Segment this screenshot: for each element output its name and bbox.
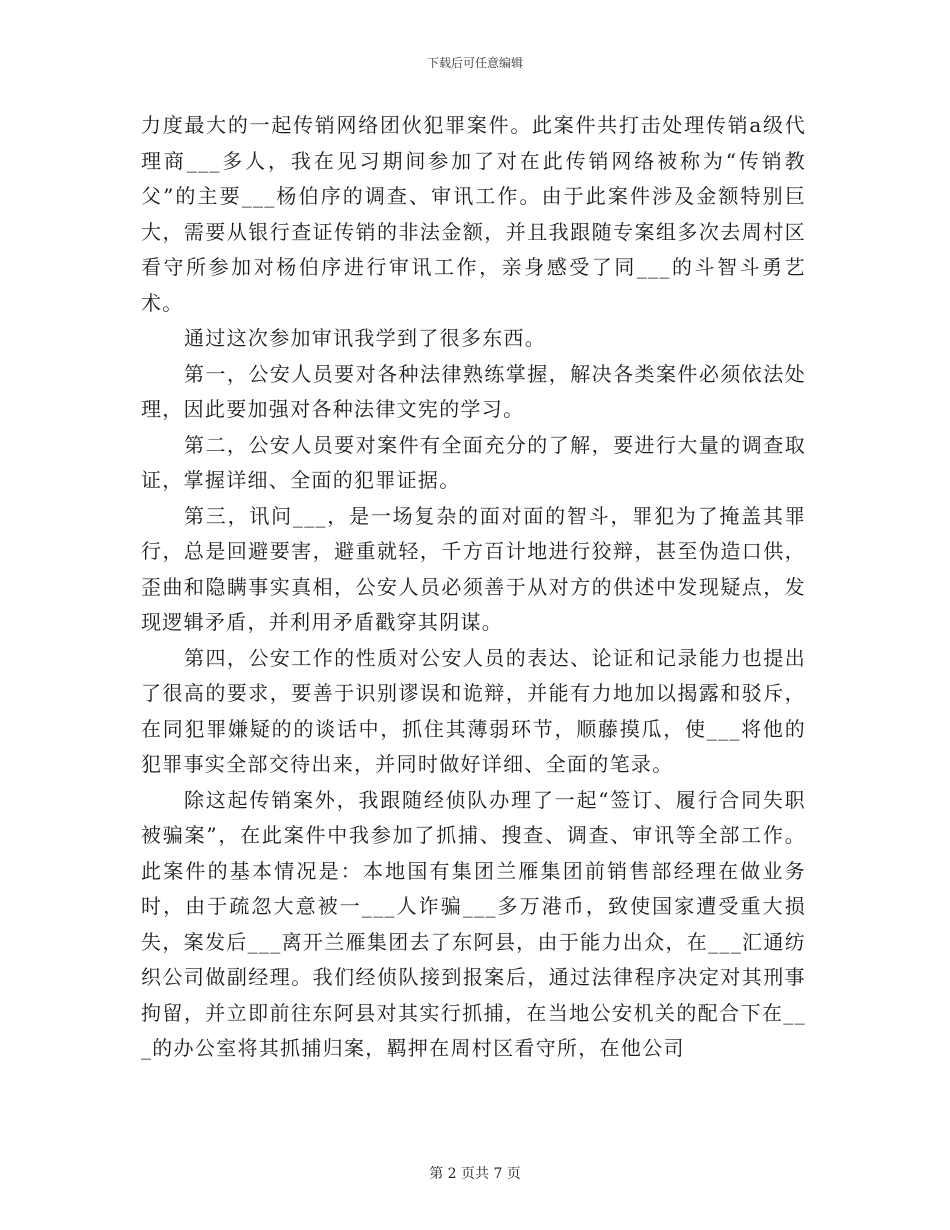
paragraph-lessons-intro: 通过这次参加审讯我学到了很多东西。: [184, 326, 547, 350]
paragraph-lesson-first: 第一，公安人员要对各种法律熟练掌握，解决各类案件必须依法处理，因此要加强对各种法律文宪的学习。: [141, 361, 806, 421]
document-body: [141, 108, 806, 1067]
page-header-note: 下载后可任意编辑: [426, 56, 523, 70]
page-footer-number: 第 2 页共 7 页: [429, 1166, 521, 1182]
paragraph-second-case: 除这起传销案外，我跟随经侦队办理了一起“签订、履行合同失职被骗案”，在此案件中我参加了抓捕、搜查、调查、审讯等全部工作。此案件的基本情况是：本地国有集团兰雁集团前销售部经理在做业务时，由于疏忽大意被一___人诈骗___多万港币，致使国家遭受重大损失，案发后___离开兰雁集团去了东阿县，由于能力出众，在___汇通纺织公司做副经理。我们经侦队接到报案后，通过法律程序决定对其刑事拘留，并立即前往东阿县对其实行抓捕，在当地公安机关的配合下在___的办公室将其抓捕归案，羁押在周村区看守所，在他公司: [141, 787, 806, 1060]
paragraph-lesson-second: 第二，公安人员要对案件有全面充分的了解，要进行大量的调查取证，掌握详细、全面的犯罪证据。: [141, 432, 806, 492]
paragraph-lesson-fourth: 第四，公安工作的性质对公安人员的表达、论证和记录能力也提出了很高的要求，要善于识别谬误和诡辩，并能有力地加以揭露和驳斥，在同犯罪嫌疑的的谈话中，抓住其薄弱环节，顺藤摸瓜，使___将他的犯罪事实全部交待出来，并同时做好详细、全面的笔录。: [141, 645, 806, 776]
paragraph-case-summary: 力度最大的一起传销网络团伙犯罪案件。此案件共打击处理传销a级代理商___多人，我在见习期间参加了对在此传销网络被称为“传销教父”的主要___杨伯序的调查、审讯工作。由于此案件涉及金额特别巨大，需要从银行查证传销的非法金额，并且我跟随专案组多次去周村区看守所参加对杨伯序进行审讯工作，亲身感受了同___的斗智斗勇艺术。: [141, 113, 806, 315]
paragraph-lesson-third: 第三，讯问___，是一场复杂的面对面的智斗，罪犯为了掩盖其罪行，总是回避要害，避重就轻，千方百计地进行狡辩，甚至伪造口供，歪曲和隐瞒事实真相，公安人员必须善于从对方的供述中发现疑点，发现逻辑矛盾，并利用矛盾戳穿其阴谋。: [141, 503, 806, 634]
